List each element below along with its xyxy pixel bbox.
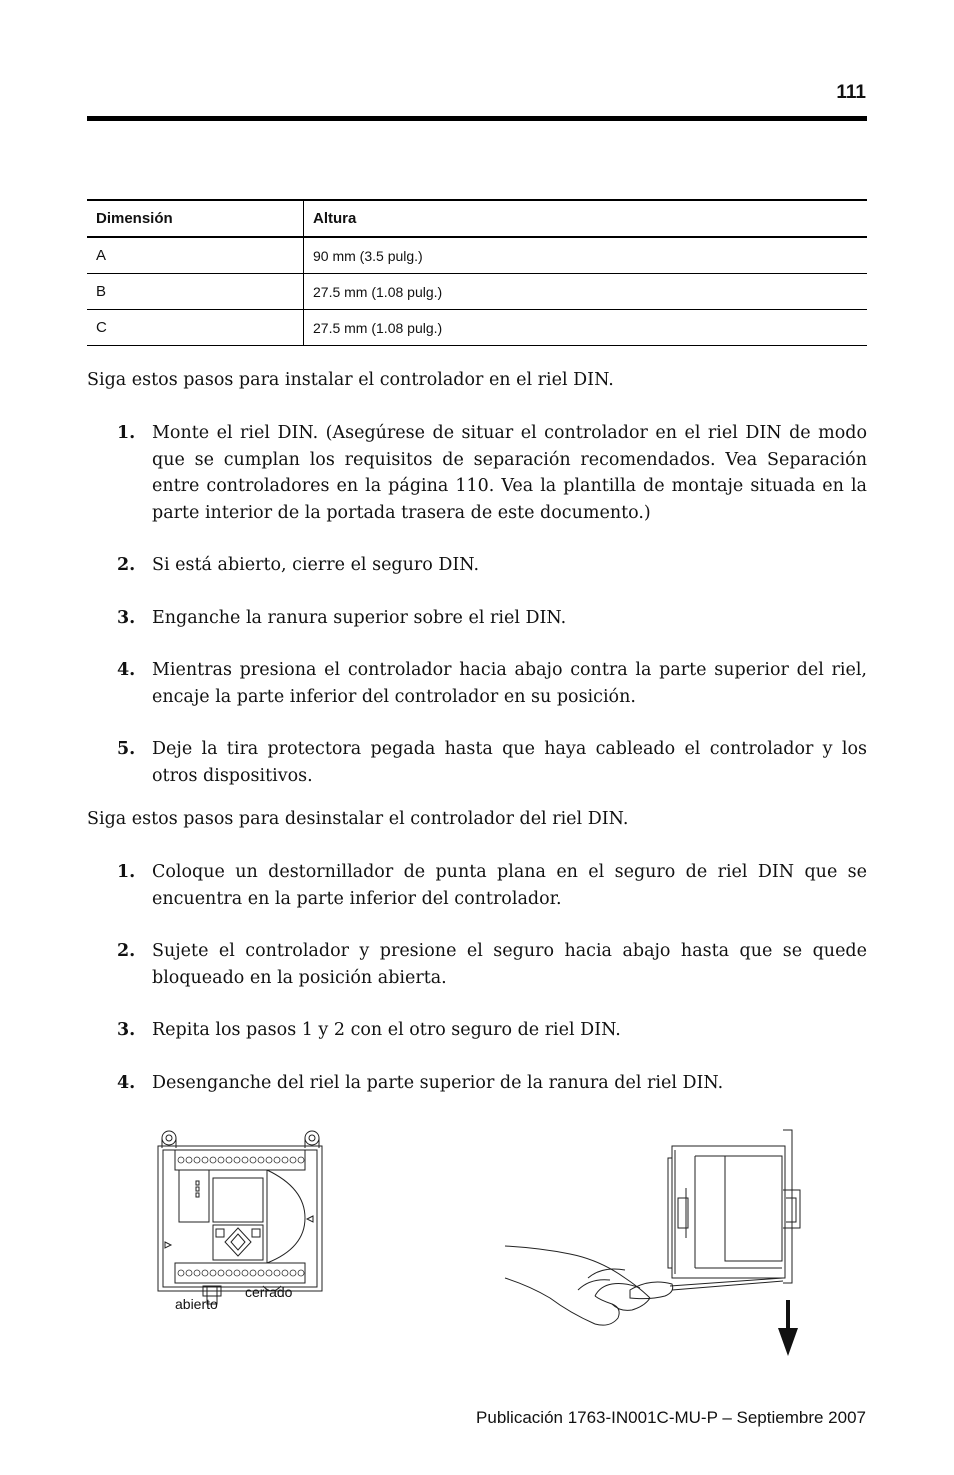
table-header-height: Altura bbox=[313, 210, 357, 227]
table-header-row bbox=[87, 200, 867, 237]
step-text: Si está abierto, cierre el seguro DIN. bbox=[152, 555, 480, 575]
step-number: 1. bbox=[117, 862, 136, 882]
controller-front-figure bbox=[155, 1128, 325, 1318]
list-item bbox=[87, 938, 867, 991]
page-number: 111 bbox=[836, 82, 866, 103]
step-text: Enganche la ranura superior sobre el riel DIN. bbox=[152, 607, 567, 628]
uninstall-intro: Siga estos pasos para desinstalar el controlador del riel DIN. bbox=[87, 809, 629, 829]
table-cell-height: 27.5 mm (1.08 pulg.) bbox=[313, 319, 443, 336]
step-text: Mientras presiona el controlador hacia abajo contra la parte superior del riel, encaje la parte inferior del controlador en su posición. bbox=[152, 660, 867, 707]
table-cell-height: 27.5 mm (1.08 pulg.) bbox=[313, 283, 443, 300]
step-number: 3. bbox=[117, 1020, 136, 1040]
step-number: 5. bbox=[117, 739, 136, 759]
step-text: Sujete el controlador y presione el seguro hacia abajo hasta que se quede bloqueado en la posición abierta. bbox=[152, 941, 867, 988]
list-item bbox=[87, 859, 867, 912]
table-row bbox=[87, 310, 867, 346]
table-row bbox=[87, 237, 867, 274]
table-row bbox=[87, 274, 867, 310]
step-number: 2. bbox=[117, 555, 136, 575]
list-item bbox=[87, 736, 867, 789]
step-number: 4. bbox=[117, 1072, 136, 1093]
table-cell-dimension: B bbox=[87, 274, 304, 310]
table-cell-height: 90 mm (3.5 pulg.) bbox=[313, 247, 423, 264]
dimension-table bbox=[87, 199, 867, 346]
step-text: Monte el riel DIN. (Asegúrese de situar el controlador en el riel DIN de modo que se cumplan los requisitos de separación recomendados. Vea Separación entre controladores en la página 110. Vea la plantilla de montaje situada en la parte interior de la portada trasera de este documento.) bbox=[152, 423, 867, 523]
latch-open-label: abierto bbox=[175, 1296, 218, 1312]
install-intro: Siga estos pasos para instalar el controlador en el riel DIN. bbox=[87, 370, 614, 390]
screwdriver-removal-drawing bbox=[500, 1128, 810, 1360]
list-item bbox=[87, 1017, 867, 1044]
list-item bbox=[87, 657, 867, 710]
step-text: Repita los pasos 1 y 2 con el otro seguro de riel DIN. bbox=[152, 1020, 621, 1040]
list-item bbox=[87, 1070, 867, 1097]
install-steps bbox=[87, 420, 867, 789]
list-item bbox=[87, 552, 867, 579]
step-text: Deje la tira protectora pegada hasta que haya cableado el controlador y los otros dispositivos. bbox=[152, 739, 867, 786]
step-number: 1. bbox=[117, 423, 136, 443]
screwdriver-removal-figure bbox=[500, 1128, 810, 1360]
list-item bbox=[87, 605, 867, 632]
step-number: 4. bbox=[117, 660, 136, 680]
uninstall-steps bbox=[87, 859, 867, 1096]
step-text: Coloque un destornillador de punta plana en el seguro de riel DIN que se encuentra en la parte inferior del controlador. bbox=[152, 862, 867, 909]
step-number: 3. bbox=[117, 607, 136, 628]
step-text: Desenganche del riel la parte superior de la ranura del riel DIN. bbox=[152, 1072, 724, 1093]
list-item bbox=[87, 420, 867, 526]
controller-front-drawing bbox=[155, 1128, 325, 1318]
table-header-dimension: Dimensión bbox=[87, 200, 304, 237]
table-cell-dimension: C bbox=[87, 310, 304, 346]
latch-closed-label: cerrado bbox=[245, 1284, 293, 1300]
publication-footer: Publicación 1763-IN001C-MU-P – Septiembre 2007 bbox=[476, 1408, 866, 1427]
step-number: 2. bbox=[117, 941, 136, 961]
header-rule bbox=[87, 116, 867, 121]
table-cell-dimension: A bbox=[87, 237, 304, 274]
